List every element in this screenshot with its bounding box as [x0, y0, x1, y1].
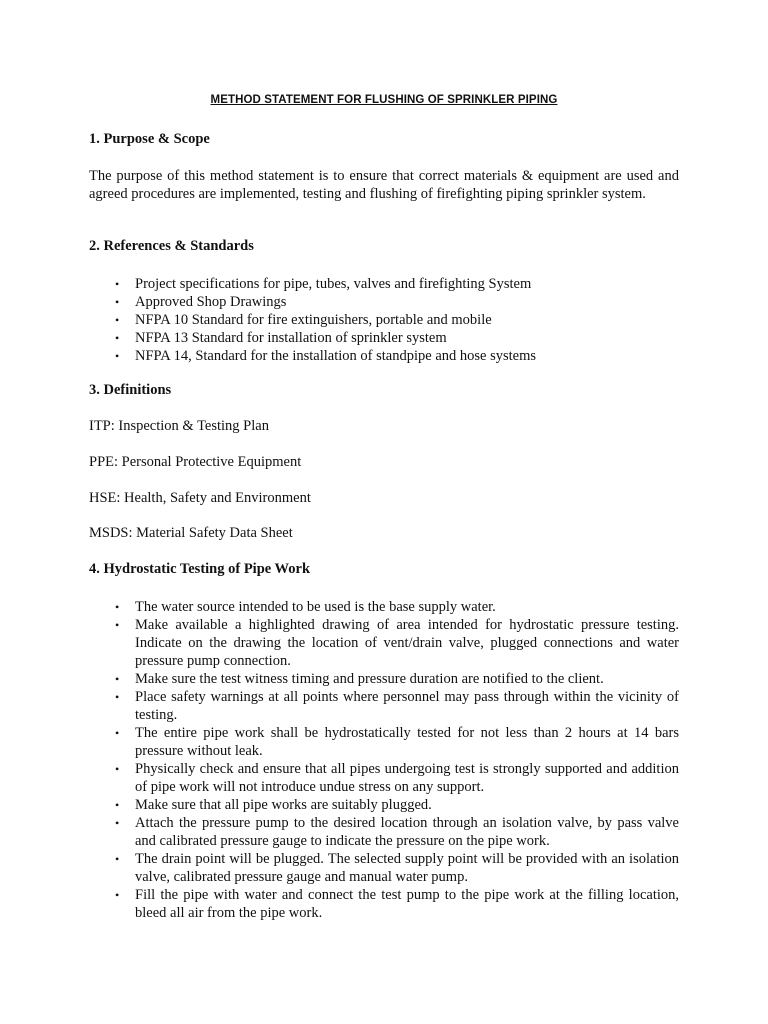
- list-item: • Fill the pipe with water and connect the test pump to the pipe work at the filling location, bleed all air from the pipe work.: [115, 887, 679, 921]
- list-item: • NFPA 14, Standard for the installation of standpipe and hose systems: [115, 348, 537, 364]
- definition-msds: MSDS: Material Safety Data Sheet: [89, 525, 293, 541]
- list-item: • Approved Shop Drawings: [115, 294, 287, 310]
- section-heading-hydrostatic: 4. Hydrostatic Testing of Pipe Work: [89, 561, 311, 577]
- bullet-icon: •: [115, 331, 120, 345]
- bullet-icon: •: [115, 726, 120, 740]
- list-item: • The entire pipe work shall be hydrostatically tested for not less than 2 hours at 14 bars pressure without leak.: [115, 725, 679, 759]
- bullet-icon: •: [115, 888, 120, 902]
- bullet-icon: •: [115, 690, 120, 704]
- section-heading-references: 2. References & Standards: [89, 238, 254, 254]
- list-item: • The water source intended to be used is the base supply water.: [115, 599, 496, 615]
- list-item: • Make sure the test witness timing and pressure duration are notified to the client.: [115, 671, 604, 687]
- bullet-icon: •: [115, 313, 120, 327]
- bullet-icon: •: [115, 349, 120, 363]
- purpose-paragraph: The purpose of this method statement is to ensure that correct materials & equipment are used and agreed procedures are implemented, testing and flushing of firefighting piping sprinkler system.: [89, 168, 679, 203]
- list-item: • Physically check and ensure that all pipes undergoing test is strongly supported and addition of pipe work will not introduce undue stress on any support.: [115, 761, 679, 795]
- definition-itp: ITP: Inspection & Testing Plan: [89, 418, 269, 434]
- bullet-icon: •: [115, 295, 120, 309]
- bullet-icon: •: [115, 618, 120, 632]
- list-item: • Make sure that all pipe works are suitably plugged.: [115, 797, 432, 813]
- definition-hse: HSE: Health, Safety and Environment: [89, 490, 311, 506]
- bullet-icon: •: [115, 816, 120, 830]
- list-item: • NFPA 13 Standard for installation of sprinkler system: [115, 330, 447, 346]
- bullet-icon: •: [115, 277, 120, 291]
- references-list: [89, 275, 679, 365]
- bullet-icon: •: [115, 798, 120, 812]
- section-heading-purpose: 1. Purpose & Scope: [89, 131, 210, 147]
- list-item: • Make available a highlighted drawing of area intended for hydrostatic pressure testing. Indicate on the drawing the location of vent/drain valve, plugged connections and water pressure pump connection.: [115, 617, 679, 669]
- bullet-icon: •: [115, 600, 120, 614]
- list-item: • NFPA 10 Standard for fire extinguishers, portable and mobile: [115, 312, 492, 328]
- definition-ppe: PPE: Personal Protective Equipment: [89, 454, 302, 470]
- bullet-icon: •: [115, 672, 120, 686]
- document-title: METHOD STATEMENT FOR FLUSHING OF SPRINKLER PIPING: [210, 94, 558, 106]
- list-item: • Project specifications for pipe, tubes, valves and firefighting System: [115, 276, 532, 292]
- list-item: • The drain point will be plugged. The selected supply point will be provided with an isolation valve, calibrated pressure gauge and manual water pump.: [115, 851, 679, 885]
- hydrostatic-list: [89, 598, 679, 922]
- bullet-icon: •: [115, 852, 120, 866]
- bullet-icon: •: [115, 762, 120, 776]
- section-heading-definitions: 3. Definitions: [89, 382, 172, 398]
- list-item: • Place safety warnings at all points where personnel may pass through within the vicinity of testing.: [115, 689, 679, 723]
- list-item: • Attach the pressure pump to the desired location through an isolation valve, by pass valve and calibrated pressure gauge to indicate the pressure on the pipe work.: [115, 815, 679, 849]
